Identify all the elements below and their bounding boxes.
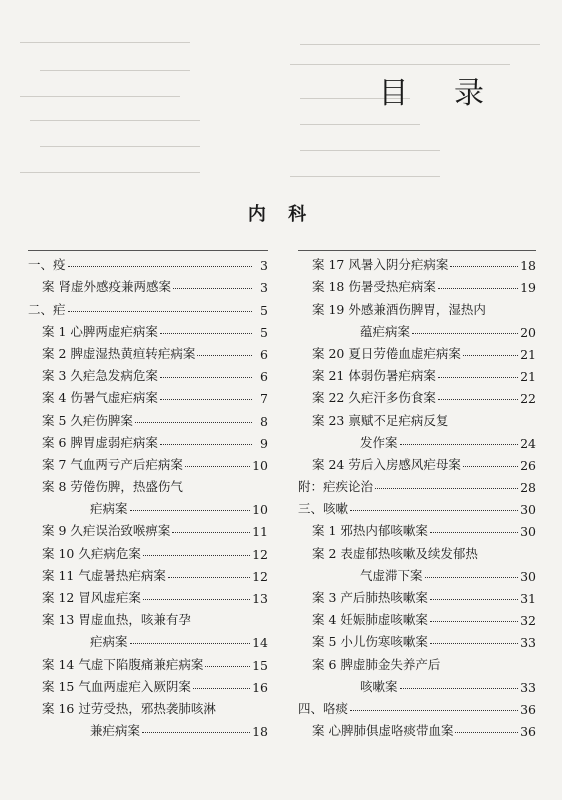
toc-entry-text: 案 16 过劳受热，邪热袭肺咳淋 — [42, 700, 216, 716]
toc-page-number: 36 — [520, 724, 536, 740]
toc-entry-text: 案 1 心脾两虚疟病案 — [42, 323, 158, 339]
toc-page-number: 33 — [520, 635, 536, 651]
toc-entry-text: 案 23 禀赋不足疟病反复 — [312, 412, 449, 428]
toc-entry[interactable] — [298, 539, 536, 561]
leader-dots — [463, 355, 518, 356]
toc-entry-text: 咳嗽案 — [360, 678, 398, 694]
toc-entry-text: 案 24 劳后入房感风疟母案 — [312, 456, 461, 472]
toc-entry[interactable] — [28, 717, 268, 739]
toc-entry-text: 一、疫 — [28, 257, 66, 273]
leader-dots — [160, 399, 252, 400]
toc-entry[interactable] — [28, 340, 268, 362]
leader-dots — [463, 466, 518, 467]
toc-entry-text: 气虚滞下案 — [360, 567, 423, 583]
toc-entry[interactable] — [28, 539, 268, 561]
toc-entry[interactable] — [298, 362, 536, 384]
leader-dots — [143, 599, 250, 600]
toc-entry[interactable] — [28, 384, 268, 406]
toc-page-number: 5 — [260, 302, 268, 318]
page-title: 目 录 — [378, 76, 502, 111]
toc-entry[interactable] — [298, 273, 536, 295]
toc-entry-text: 案 5 小儿伤寒咳嗽案 — [312, 634, 428, 650]
leader-dots — [130, 510, 251, 511]
toc-page-number: 18 — [520, 258, 536, 274]
toc-entry-text: 案 6 脾虚肺金失养产后 — [312, 656, 441, 672]
toc-entry-text: 案 4 妊娠肺虚咳嗽案 — [312, 612, 428, 628]
toc-entry[interactable] — [298, 340, 536, 362]
toc-entry[interactable] — [28, 473, 268, 495]
toc-entry[interactable] — [28, 584, 268, 606]
toc-entry[interactable] — [298, 673, 536, 695]
leader-dots — [438, 399, 518, 400]
toc-page-number: 28 — [520, 480, 536, 496]
leader-dots — [438, 288, 518, 289]
toc-entry[interactable] — [28, 650, 268, 672]
section-subtitle: 内 科 — [247, 204, 315, 225]
toc-entry-text: 案 8 劳倦伤脾，热盛伤气 — [42, 479, 183, 495]
toc-entry-text: 案 15 气血两虚疟入厥阴案 — [42, 678, 191, 694]
toc-entry[interactable] — [28, 273, 268, 295]
toc-entry[interactable] — [298, 584, 536, 606]
toc-entry-text: 案 3 久疟急发病危案 — [42, 368, 158, 384]
toc-entry-text: 案 12 冒风虚疟案 — [42, 590, 141, 605]
toc-page-number: 5 — [260, 324, 268, 340]
toc-page-number: 12 — [252, 546, 268, 562]
toc-page-number: 3 — [260, 280, 268, 296]
leader-dots — [412, 333, 518, 334]
toc-page-number: 7 — [260, 391, 268, 407]
toc-entry[interactable] — [298, 517, 536, 539]
toc-entry-text: 案 20 夏日劳倦血虚疟病案 — [312, 345, 461, 361]
toc-entry[interactable] — [28, 406, 268, 428]
leader-dots — [205, 666, 250, 667]
toc-entry[interactable] — [28, 628, 268, 650]
toc-entry-text: 案 18 伤暑受热疟病案 — [312, 279, 436, 295]
leader-dots — [185, 466, 250, 467]
toc-entry[interactable] — [28, 673, 268, 695]
toc-entry-text: 案 11 气虚暑热疟病案 — [42, 567, 166, 583]
toc-entry-text: 四、咯痰 — [298, 700, 349, 716]
toc-page-number: 6 — [260, 346, 268, 362]
toc-entry[interactable] — [298, 717, 536, 739]
leader-dots — [68, 311, 252, 312]
toc-page-number: 16 — [252, 679, 268, 695]
leader-dots — [425, 577, 519, 578]
toc-entry[interactable] — [28, 251, 268, 273]
toc-entry[interactable] — [28, 606, 268, 628]
toc-entry-text: 案 9 久疟误治致喉痹案 — [42, 523, 171, 539]
toc-entry[interactable] — [28, 295, 268, 317]
toc-entry-text: 发作案 — [360, 434, 398, 450]
toc-page-number: 9 — [260, 435, 268, 451]
leader-dots — [160, 333, 252, 334]
toc-entry-text: 三、咳嗽 — [298, 501, 349, 517]
toc-entry-text: 案 4 伤暑气虚疟病案 — [42, 390, 158, 406]
toc-entry-text: 案 5 久疟伤脾案 — [42, 412, 133, 428]
toc-entry[interactable] — [298, 318, 536, 340]
toc-entry-text: 案 13 胃虚血热，咳兼有孕 — [42, 612, 191, 628]
leader-dots — [455, 732, 518, 733]
toc-entry-text: 案 2 脾虚湿热黄疸转疟病案 — [42, 345, 196, 361]
leader-dots — [143, 555, 250, 556]
toc-entry-text: 案 3 产后肺热咳嗽案 — [312, 590, 428, 605]
toc-entry-text: 案 1 邪热内郁咳嗽案 — [312, 523, 428, 539]
toc-entry[interactable] — [298, 251, 536, 273]
toc-page-number: 24 — [520, 435, 536, 451]
toc-entry[interactable] — [298, 429, 536, 451]
toc-page-number: 15 — [252, 657, 268, 673]
toc-entry[interactable] — [298, 451, 536, 473]
toc-page-number: 36 — [520, 701, 536, 717]
toc-page-number: 20 — [520, 324, 536, 340]
leader-dots — [400, 688, 519, 689]
toc-page-number: 11 — [252, 524, 268, 540]
leader-dots — [160, 377, 252, 378]
toc-page-number: 26 — [520, 457, 536, 473]
leader-dots — [172, 532, 250, 533]
toc-entry-text: 疟病案 — [90, 634, 128, 650]
toc-entry-text: 附：疟疾论治 — [298, 479, 374, 495]
leader-dots — [168, 577, 250, 578]
leader-dots — [130, 643, 251, 644]
toc-entry-text: 案 14 气虚下陷腹痛兼疟病案 — [42, 656, 204, 672]
toc-entry-text: 案 6 脾胃虚弱疟病案 — [42, 434, 158, 450]
toc-entry[interactable] — [298, 562, 536, 584]
leader-dots — [142, 732, 250, 733]
leader-dots — [197, 355, 252, 356]
toc-entry[interactable] — [28, 451, 268, 473]
leader-dots — [135, 422, 252, 423]
toc-page-number: 18 — [252, 724, 268, 740]
leader-dots — [193, 688, 250, 689]
toc-entry[interactable] — [298, 406, 536, 428]
toc-page-number: 6 — [260, 369, 268, 385]
toc-entry[interactable] — [298, 495, 536, 517]
toc-page-number: 33 — [520, 679, 536, 695]
toc-entry[interactable] — [298, 628, 536, 650]
toc-page-number: 13 — [252, 591, 268, 606]
toc-entry[interactable] — [298, 295, 536, 317]
toc-entry-text: 案 肾虚外感疫兼两感案 — [42, 279, 171, 295]
toc-entry-text: 二、疟 — [28, 301, 66, 317]
toc-page-number: 22 — [520, 391, 536, 407]
toc-left-column — [28, 250, 268, 739]
toc-page-number: 21 — [520, 346, 536, 362]
leader-dots — [450, 266, 518, 267]
toc-entry[interactable] — [298, 384, 536, 406]
toc-page-number: 30 — [520, 524, 536, 540]
toc-entry[interactable] — [28, 362, 268, 384]
toc-entry[interactable] — [298, 650, 536, 672]
leader-dots — [375, 488, 518, 489]
leader-dots — [430, 621, 518, 622]
toc-entry[interactable] — [298, 473, 536, 495]
toc-entry-text: 兼疟病案 — [90, 723, 141, 739]
toc-page-number: 8 — [260, 413, 268, 429]
toc-entry-text: 案 21 体弱伤暑疟病案 — [312, 368, 436, 384]
toc-page-number: 10 — [252, 457, 268, 473]
leader-dots — [430, 532, 518, 533]
toc-entry-text: 案 心脾肺俱虚咯痰带血案 — [312, 723, 454, 739]
toc-page-number: 30 — [520, 568, 536, 584]
toc-entry-text: 案 17 风暑入阴分疟病案 — [312, 257, 449, 273]
toc-entry-text: 案 2 表虚郁热咳嗽及续发郁热 — [312, 545, 478, 561]
toc-entry[interactable] — [28, 318, 268, 340]
leader-dots — [160, 444, 252, 445]
leader-dots — [430, 643, 518, 644]
toc-entry[interactable] — [28, 517, 268, 539]
toc-entry[interactable] — [28, 429, 268, 451]
toc-entry[interactable] — [28, 695, 268, 717]
leader-dots — [350, 510, 518, 511]
toc-page-number: 3 — [260, 258, 268, 274]
toc-entry-text: 蕴疟病案 — [360, 323, 411, 339]
toc-page-number: 21 — [520, 369, 536, 385]
toc-entry[interactable] — [298, 606, 536, 628]
leader-dots — [430, 599, 518, 600]
leader-dots — [173, 288, 252, 289]
toc-entry-text: 案 10 久疟病危案 — [42, 545, 141, 561]
toc-entry[interactable] — [28, 562, 268, 584]
toc-page-number: 19 — [520, 280, 536, 296]
leader-dots — [350, 710, 518, 711]
leader-dots — [68, 266, 252, 267]
toc-page-number: 31 — [520, 591, 536, 606]
toc-entry[interactable] — [298, 695, 536, 717]
toc-page-number: 12 — [252, 568, 268, 584]
leader-dots — [438, 377, 518, 378]
toc-page-number: 10 — [252, 502, 268, 518]
leader-dots — [400, 444, 519, 445]
toc-entry-text: 案 7 气血两亏产后疟病案 — [42, 456, 183, 472]
toc-right-column — [298, 250, 536, 739]
toc-entry[interactable] — [28, 495, 268, 517]
toc-entry-text: 案 22 久疟汗多伤食案 — [312, 390, 436, 406]
toc-page-number: 30 — [520, 502, 536, 518]
toc-entry-text: 疟病案 — [90, 501, 128, 517]
toc-page-number: 32 — [520, 613, 536, 629]
toc-entry-text: 案 19 外感兼酒伤脾胃，湿热内 — [312, 301, 486, 317]
toc-page-number: 14 — [252, 635, 268, 651]
